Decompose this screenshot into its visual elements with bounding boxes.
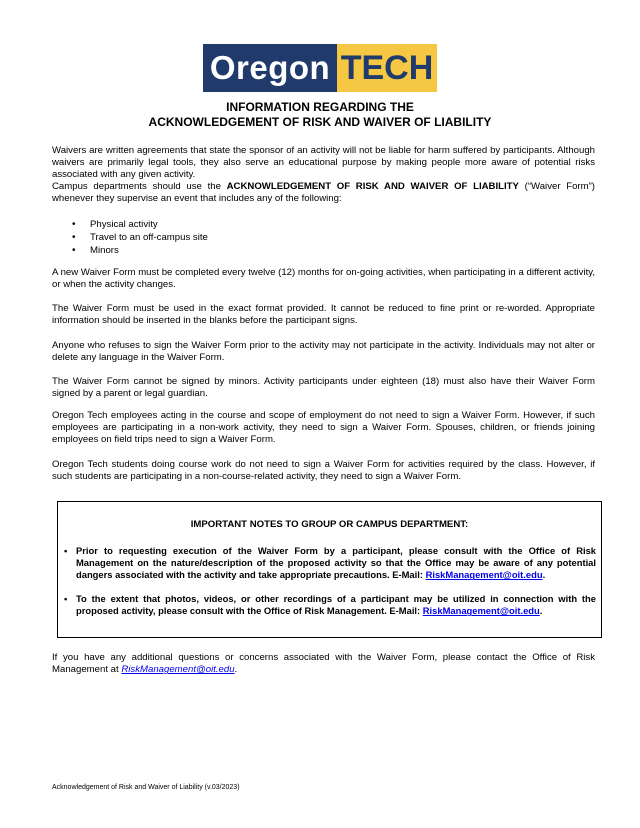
activity-list — [72, 218, 208, 257]
paragraph-text-part: (“Waiver Form”) whenever they supervise an event that includes any of the following: — [52, 181, 595, 205]
heading-line-2: ACKNOWLEDGEMENT OF RISK AND WAIVER OF LIABILITY — [148, 115, 492, 129]
note-consult-risk-management — [64, 545, 596, 582]
bullet-icon: • — [64, 593, 68, 604]
paragraph-text: Waivers are written agreements that state the sponsor of an activity will not be liable for harm suffered by participants. Although waivers are primarily legal tools, they also serve an educational purpose by making people more aware of potential risks associated with any given activity. — [52, 145, 595, 181]
list-item: • Physical activity — [72, 218, 208, 231]
note-text: To the extent that photos, videos, or other recordings of a participant may be utilized in connection with the proposed activity, please consult with the Office of Risk Management. E-Mail: — [76, 593, 596, 617]
paragraph-campus-departments — [52, 181, 595, 205]
paragraph-students — [52, 459, 595, 483]
form-name-bold: ACKNOWLEDGEMENT OF RISK AND WAIVER OF LIABILITY — [226, 181, 519, 192]
important-notes-box — [57, 501, 602, 638]
email-link-risk-management[interactable]: RiskManagement@oit.edu — [422, 605, 540, 617]
paragraph-text: Oregon Tech students doing course work do not need to sign a Waiver Form for activities required by the class. However, if such students are participating in a non-course-related activity, they need to sign a Waiver Form. — [52, 459, 595, 483]
paragraph-text: Oregon Tech employees acting in the course and scope of employment do not need to sign a Waiver Form. However, if such employees are participating in a non-work activity, they need to sign a Waiver Form. Spouses, children, or friends joining employees on field trips need to sign a Waiver Form. — [52, 410, 595, 446]
bullet-icon: • — [64, 545, 68, 556]
paragraph-waivers-definition — [52, 145, 595, 182]
note-photos-videos — [64, 593, 596, 617]
email-link-risk-management[interactable]: RiskManagement@oit.edu — [425, 569, 543, 581]
document-heading — [52, 100, 588, 130]
paragraph-text: The Waiver Form must be used in the exact format provided. It cannot be reduced to fine print or re-worded. Appropriate information should be inserted in the blanks before the participant signs. — [52, 303, 595, 327]
paragraph-renewal — [52, 267, 595, 291]
note-text: Prior to requesting execution of the Waiver Form by a participant, please consult with the Office of Risk Management on the nature/description of the proposed activity so that the Office may be aware of any potential dangers associated with the activity and take appropriate precautions. E-Mail: — [76, 545, 596, 581]
paragraph-employees — [52, 410, 595, 447]
paragraph-text-part: If you have any additional questions or concerns associated with the Waiver Form, please contact the Office of Risk Management at — [52, 652, 595, 676]
oregon-tech-logo — [203, 44, 437, 92]
paragraph-text: The Waiver Form cannot be signed by minors. Activity participants under eighteen (18) must also have their Waiver Form signed by a parent or legal guardian. — [52, 376, 595, 400]
paragraph-minors — [52, 376, 595, 400]
paragraph-text — [52, 181, 595, 205]
paragraph-text: Anyone who refuses to sign the Waiver Form prior to the activity may not participate in the activity. Individuals may not alter or delete any language in the Waiver Form. — [52, 340, 595, 364]
email-link-contact[interactable]: RiskManagement@oit.edu — [121, 664, 235, 676]
paragraph-text: A new Waiver Form must be completed every twelve (12) months for on-going activities, when participating in a different activity, or when the activity changes. — [52, 267, 595, 291]
paragraph-text-part: Campus departments should use the — [52, 181, 227, 192]
logo-oregon-text: Oregon — [203, 44, 337, 92]
logo-tech-text: TECH — [337, 44, 437, 92]
note-text-end: . — [542, 569, 546, 581]
note-text-end: . — [539, 605, 543, 617]
paragraph-text — [52, 652, 595, 676]
notes-title: IMPORTANT NOTES TO GROUP OR CAMPUS DEPARTMENT: — [190, 519, 469, 530]
paragraph-refusal — [52, 340, 595, 364]
page-footer: Acknowledgement of Risk and Waiver of Liability (v.03/2023) — [52, 784, 240, 791]
heading-line-1: INFORMATION REGARDING THE — [226, 100, 414, 114]
paragraph-contact — [52, 652, 595, 676]
paragraph-text-part: . — [234, 664, 238, 676]
list-item: • Minors — [72, 244, 208, 257]
paragraph-exact-format — [52, 303, 595, 327]
list-item: • Travel to an off-campus site — [72, 231, 208, 244]
